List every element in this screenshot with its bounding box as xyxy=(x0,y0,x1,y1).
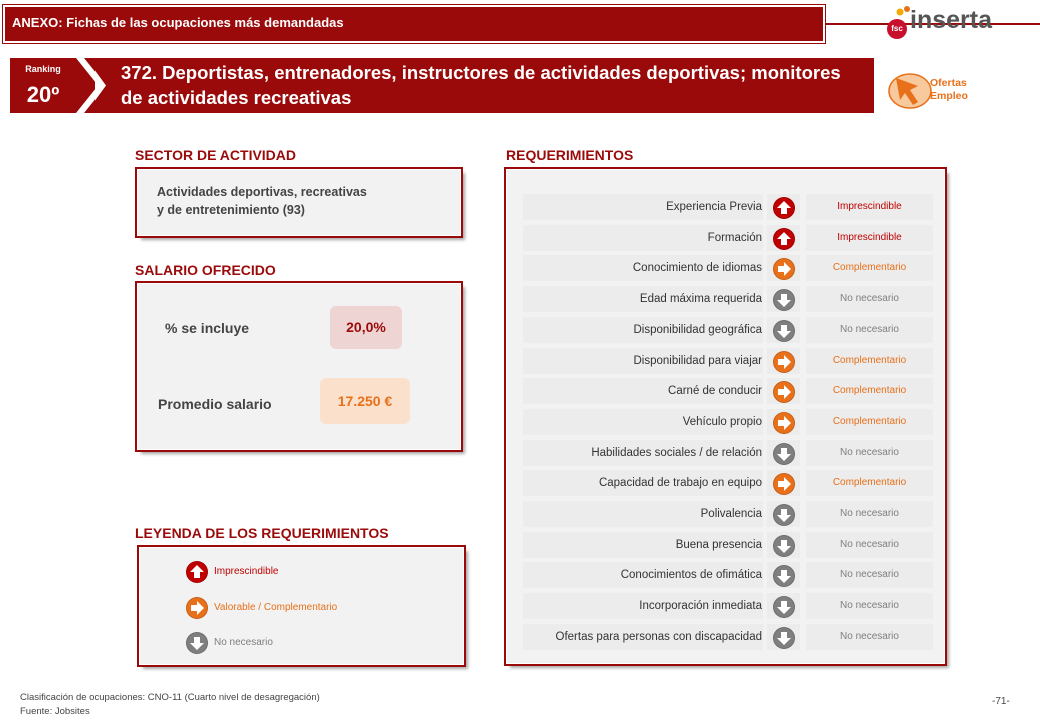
requirement-icon-cell xyxy=(767,532,800,558)
ofertas-empleo-label[interactable] xyxy=(930,77,968,103)
requirement-label: Habilidades sociales / de relación xyxy=(523,440,763,466)
down-arrow-icon xyxy=(773,627,795,649)
requirement-icon-cell xyxy=(767,225,800,251)
requirement-status: Complementario xyxy=(806,409,933,435)
down-arrow-icon xyxy=(773,596,795,618)
salario-panel xyxy=(137,283,461,450)
salario-title: SALARIO OFRECIDO xyxy=(135,262,276,278)
ofertas-empleo-icon[interactable] xyxy=(888,72,932,110)
requirement-icon-cell xyxy=(767,440,800,466)
requirement-label: Disponibilidad para viajar xyxy=(523,348,763,374)
title-notch xyxy=(86,58,108,113)
requirement-label: Incorporación inmediata xyxy=(523,593,763,619)
ofertas-line2: Empleo xyxy=(930,90,968,102)
sector-line1: Actividades deportivas, recreativas xyxy=(157,185,367,199)
right-arrow-icon xyxy=(773,258,795,280)
avg-salary-value: 17.250 € xyxy=(320,378,410,424)
pct-included-value: 20,0% xyxy=(330,306,402,349)
requirement-status: No necesario xyxy=(806,562,933,588)
requirement-status: Imprescindible xyxy=(806,194,933,220)
requirement-status: No necesario xyxy=(806,317,933,343)
requirement-label: Capacidad de trabajo en equipo xyxy=(523,470,763,496)
up-arrow-icon xyxy=(773,197,795,219)
footer-source: Fuente: Jobsites xyxy=(20,706,90,717)
down-arrow-icon xyxy=(186,632,208,654)
pct-included-label: % se incluye xyxy=(165,320,250,336)
ranking-label: Ranking xyxy=(25,64,61,74)
requirement-label: Conocimientos de ofimática xyxy=(523,562,763,588)
requirement-icon-cell xyxy=(767,194,800,220)
sector-text xyxy=(157,183,367,219)
up-arrow-icon xyxy=(186,561,208,583)
requirement-label: Carné de conducir xyxy=(523,378,763,404)
requirement-label: Experiencia Previa xyxy=(523,194,763,220)
requirement-icon-cell xyxy=(767,348,800,374)
requirement-icon-cell xyxy=(767,409,800,435)
ofertas-line1: Ofertas xyxy=(930,77,967,89)
down-arrow-icon xyxy=(773,320,795,342)
right-arrow-icon xyxy=(773,473,795,495)
requirement-icon-cell xyxy=(767,470,800,496)
legend-label: Valorable / Complementario xyxy=(214,602,338,613)
legend-label: No necesario xyxy=(214,637,273,648)
requirement-icon-cell xyxy=(767,317,800,343)
requirement-label: Buena presencia xyxy=(523,532,763,558)
occupation-title: 372. Deportistas, entrenadores, instructores de actividades deportivas; monitores de actividades recreativas xyxy=(121,62,841,108)
page-number: -71- xyxy=(992,696,1010,707)
requirement-label: Polivalencia xyxy=(523,501,763,527)
requirement-icon-cell xyxy=(767,624,800,650)
legend-label: Imprescindible xyxy=(214,566,279,577)
right-arrow-icon xyxy=(186,597,208,619)
ranking-value: 20º xyxy=(26,82,60,107)
down-arrow-icon xyxy=(773,535,795,557)
requirement-status: No necesario xyxy=(806,501,933,527)
requirement-status: Complementario xyxy=(806,255,933,281)
requirement-icon-cell xyxy=(767,378,800,404)
requirement-label: Conocimiento de idiomas xyxy=(523,255,763,281)
inserta-logo: inserta xyxy=(910,6,992,34)
avg-salary-label: Promedio salario xyxy=(158,396,272,412)
requirement-status: Complementario xyxy=(806,378,933,404)
legend-title: LEYENDA DE LOS REQUERIMIENTOS xyxy=(135,525,389,541)
requirement-status: Complementario xyxy=(806,470,933,496)
requirement-label: Edad máxima requerida xyxy=(523,286,763,312)
requirement-icon-cell xyxy=(767,255,800,281)
down-arrow-icon xyxy=(773,289,795,311)
requirement-label: Disponibilidad geográfica xyxy=(523,317,763,343)
right-arrow-icon xyxy=(773,381,795,403)
sector-line2: y de entretenimiento (93) xyxy=(157,203,305,217)
requirement-status: Complementario xyxy=(806,348,933,374)
requirement-icon-cell xyxy=(767,501,800,527)
footer-notes xyxy=(20,691,320,719)
requirement-icon-cell xyxy=(767,286,800,312)
sector-title: SECTOR DE ACTIVIDAD xyxy=(135,147,297,163)
annex-header-text: ANEXO: Fichas de las ocupaciones más demandadas xyxy=(12,15,344,30)
requirement-status: No necesario xyxy=(806,286,933,312)
footer-classification: Clasificación de ocupaciones: CNO-11 (Cuarto nivel de desagregación) xyxy=(20,692,320,703)
requirement-icon-cell xyxy=(767,593,800,619)
requirement-status: No necesario xyxy=(806,624,933,650)
down-arrow-icon xyxy=(773,504,795,526)
requirement-status: No necesario xyxy=(806,593,933,619)
down-arrow-icon xyxy=(773,443,795,465)
requirement-status: Imprescindible xyxy=(806,225,933,251)
up-arrow-icon xyxy=(773,228,795,250)
requirement-status: No necesario xyxy=(806,440,933,466)
down-arrow-icon xyxy=(773,565,795,587)
requirements-title: REQUERIMIENTOS xyxy=(506,147,634,163)
requirement-label: Vehículo propio xyxy=(523,409,763,435)
requirement-label: Ofertas para personas con discapacidad xyxy=(523,624,763,650)
requirement-label: Formación xyxy=(523,225,763,251)
right-arrow-icon xyxy=(773,351,795,373)
right-arrow-icon xyxy=(773,412,795,434)
fsc-logo-badge: fsc xyxy=(887,19,907,39)
requirement-status: No necesario xyxy=(806,532,933,558)
requirement-icon-cell xyxy=(767,562,800,588)
